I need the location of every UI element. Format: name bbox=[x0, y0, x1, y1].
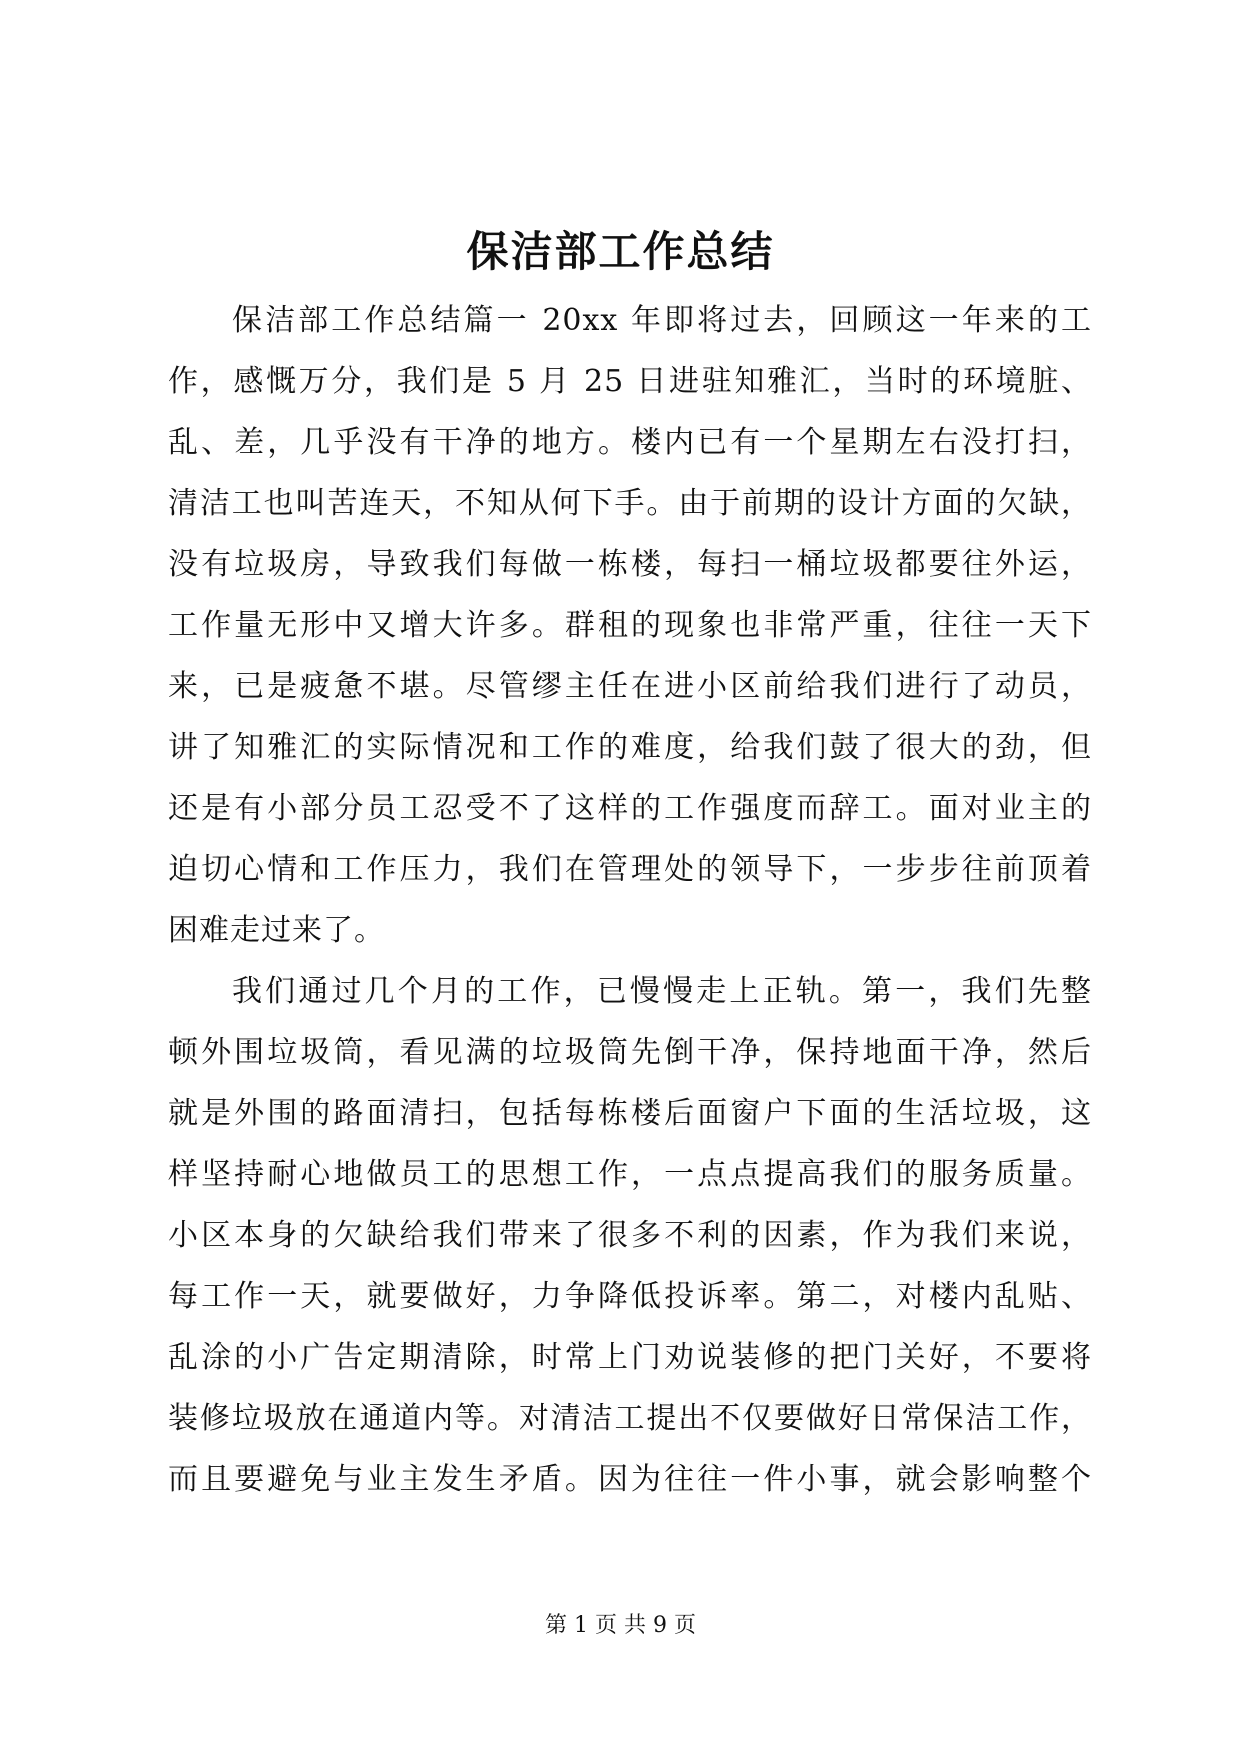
paragraph-line: 迫切心情和工作压力，我们在管理处的领导下，一步步往前顶着 bbox=[168, 852, 1092, 887]
paragraph-line: 作，感慨万分，我们是 5 月 25 日进驻知雅汇，当时的环境脏、 bbox=[168, 364, 1092, 399]
paragraph-line: 没有垃圾房，导致我们每做一栋楼，每扫一桶垃圾都要往外运， bbox=[168, 547, 1092, 582]
page-number-footer: 第 1 页 共 9 页 bbox=[545, 1613, 696, 1638]
paragraph-line: 我们通过几个月的工作，已慢慢走上正轨。第一，我们先整 bbox=[232, 974, 1092, 1009]
paragraph-line: 乱、差，几乎没有干净的地方。楼内已有一个星期左右没打扫， bbox=[168, 425, 1092, 460]
document-title: 保洁部工作总结 bbox=[466, 227, 775, 276]
paragraph-line: 小区本身的欠缺给我们带来了很多不利的因素，作为我们来说， bbox=[168, 1218, 1092, 1253]
paragraph-1 bbox=[168, 290, 1092, 961]
paragraph-line: 乱涂的小广告定期清除，时常上门劝说装修的把门关好，不要将 bbox=[168, 1340, 1092, 1375]
paragraph-2 bbox=[168, 961, 1092, 1510]
paragraph-line: 装修垃圾放在通道内等。对清洁工提出不仅要做好日常保洁工作， bbox=[168, 1401, 1092, 1436]
paragraph-line: 就是外围的路面清扫，包括每栋楼后面窗户下面的生活垃圾，这 bbox=[168, 1096, 1092, 1131]
paragraph-line: 还是有小部分员工忍受不了这样的工作强度而辞工。面对业主的 bbox=[168, 791, 1092, 826]
paragraph-line: 困难走过来了。 bbox=[168, 913, 385, 948]
paragraph-line: 讲了知雅汇的实际情况和工作的难度，给我们鼓了很大的劲，但 bbox=[168, 730, 1092, 765]
paragraph-line: 顿外围垃圾筒，看见满的垃圾筒先倒干净，保持地面干净，然后 bbox=[168, 1035, 1092, 1070]
paragraph-line: 每工作一天，就要做好，力争降低投诉率。第二，对楼内乱贴、 bbox=[168, 1279, 1092, 1314]
paragraph-line: 样坚持耐心地做员工的思想工作，一点点提高我们的服务质量。 bbox=[168, 1157, 1092, 1192]
paragraph-line: 来，已是疲惫不堪。尽管缪主任在进小区前给我们进行了动员， bbox=[168, 669, 1092, 704]
paragraph-line: 工作量无形中又增大许多。群租的现象也非常严重，往往一天下 bbox=[168, 608, 1092, 643]
paragraph-line: 保洁部工作总结篇一 20xx 年即将过去，回顾这一年来的工 bbox=[232, 303, 1092, 338]
document-body bbox=[168, 290, 1092, 1510]
paragraph-line: 清洁工也叫苦连天，不知从何下手。由于前期的设计方面的欠缺， bbox=[168, 486, 1092, 521]
paragraph-line: 而且要避免与业主发生矛盾。因为往往一件小事，就会影响整个 bbox=[168, 1462, 1092, 1497]
